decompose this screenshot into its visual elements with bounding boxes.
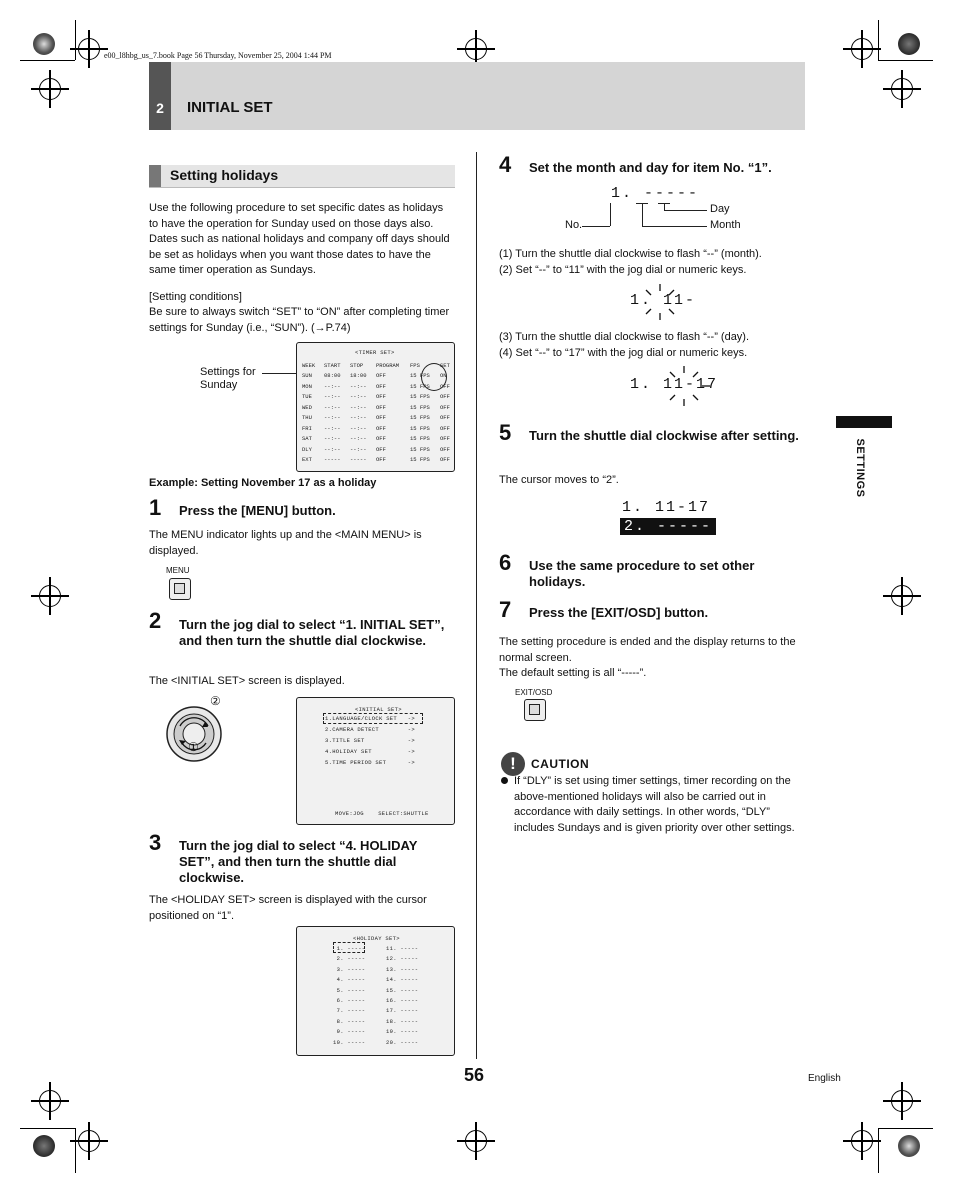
step-title: Use the same procedure to set other holidays.	[529, 558, 755, 589]
crop-mark	[878, 60, 933, 61]
menu-item[interactable]: 5.TIME PERIOD SET ->	[325, 759, 416, 766]
timer-cell: -----	[350, 456, 367, 464]
holiday-item: 1. -----	[333, 945, 366, 952]
timer-cell: --:--	[324, 435, 341, 443]
side-tab	[850, 434, 870, 502]
section-title: Setting holidays	[170, 167, 279, 183]
step-text: The MENU indicator lights up and the <MAIN MENU> is displayed.	[149, 529, 422, 557]
registration-mark-icon	[851, 1130, 873, 1152]
timer-cell: OFF	[440, 382, 450, 390]
timer-cell: STOP	[350, 361, 364, 369]
timer-row	[302, 392, 454, 403]
timer-cell: 15 FPS	[410, 382, 430, 390]
timer-cell: EXT	[302, 456, 312, 464]
timer-cell: 15 FPS	[410, 414, 430, 422]
screen-title: <INITIAL SET>	[355, 706, 402, 713]
screen-title: <TIMER SET>	[355, 349, 395, 356]
timer-cell: --:--	[350, 382, 367, 390]
lcd-display: 1. -----	[611, 185, 700, 202]
registration-mark-icon	[851, 38, 873, 60]
menu-item[interactable]: 1.LANGUAGE/CLOCK SET ->	[325, 715, 416, 722]
step-text: The default setting is all “-----”.	[499, 667, 647, 679]
holiday-item: 14. -----	[386, 976, 419, 984]
timer-row	[302, 434, 454, 445]
menu-button[interactable]	[169, 578, 191, 600]
timer-cell: MON	[302, 382, 312, 390]
holiday-item: 7. -----	[333, 1007, 366, 1015]
timer-cell: OFF	[440, 456, 450, 464]
registration-mark-icon	[78, 1130, 100, 1152]
timer-cell: SAT	[302, 435, 312, 443]
chapter-number-box	[149, 62, 171, 130]
timer-cell: --:--	[350, 414, 367, 422]
initial-set-screen	[296, 697, 455, 825]
timer-cell: 15 FPS	[410, 445, 430, 453]
callout-line	[262, 373, 298, 374]
color-target-icon	[898, 1135, 920, 1157]
lcd-display-month: 1. 11-	[630, 292, 697, 309]
crop-mark	[878, 1128, 879, 1173]
color-target-icon	[898, 33, 920, 55]
page-number: 56	[464, 1065, 485, 1085]
timer-cell: OFF	[376, 445, 386, 453]
timer-row	[302, 402, 454, 413]
section-header	[149, 165, 455, 188]
side-tab-label: SETTINGS	[854, 438, 866, 498]
chapter-number: 2	[156, 100, 164, 116]
step-text: The <HOLIDAY SET> screen is displayed with the cursor positioned on “1”.	[149, 894, 427, 922]
caution-icon: !	[501, 752, 525, 776]
timer-cell: OFF	[440, 403, 450, 411]
dial-label-2: ②	[210, 694, 221, 708]
timer-row	[302, 455, 454, 466]
leader-line	[582, 226, 610, 227]
timer-cell: OFF	[376, 414, 386, 422]
holiday-set-screen	[296, 926, 455, 1056]
lcd-day-part: 17	[696, 376, 719, 393]
dial-label-1: ①	[188, 740, 199, 754]
timer-cell: 18:00	[350, 372, 367, 380]
step-number: 1	[149, 495, 162, 520]
timer-cell: OFF	[376, 382, 386, 390]
step-number: 7	[499, 597, 512, 622]
step-text: The cursor moves to “2”.	[499, 474, 619, 486]
timer-cell: SET	[440, 361, 450, 369]
step-text: The <INITIAL SET> screen is displayed.	[149, 675, 345, 687]
screen-title: <HOLIDAY SET>	[353, 935, 400, 942]
holiday-item: 2. -----	[333, 955, 366, 963]
label-day: Day	[710, 203, 730, 215]
timer-cell: 15 FPS	[410, 435, 430, 443]
chapter-title: INITIAL SET	[187, 99, 273, 116]
substep: (1) Turn the shuttle dial clockwise to flash “--” (month).	[499, 248, 762, 260]
leader-line	[642, 226, 707, 227]
highlight-circle	[421, 363, 447, 391]
timer-cell: --:--	[350, 445, 367, 453]
timer-cell: OFF	[440, 414, 450, 422]
substep: (4) Set “--” to “17” with the jog dial or numeric keys.	[499, 347, 748, 359]
timer-cell: ON	[440, 372, 447, 380]
step-number: 2	[149, 608, 162, 633]
timer-cell: OFF	[376, 372, 386, 380]
timer-row	[302, 423, 454, 434]
timer-cell: --:--	[324, 424, 341, 432]
holiday-item: 17. -----	[386, 1007, 419, 1015]
timer-cell: OFF	[376, 424, 386, 432]
timer-cell: OFF	[440, 435, 450, 443]
lcd-line-1: 1. 11-17	[622, 499, 711, 516]
step-number: 5	[499, 420, 512, 445]
registration-mark-icon	[465, 38, 487, 60]
timer-cell: FRI	[302, 424, 312, 432]
holiday-item: 4. -----	[333, 976, 366, 984]
step-title: Turn the jog dial to select “4. HOLIDAY SET”, and then turn the shuttle dial clockwise.	[179, 838, 418, 885]
timer-cell: --:--	[350, 424, 367, 432]
leader-line	[664, 210, 707, 211]
language-label: English	[808, 1073, 841, 1084]
caution-label: CAUTION	[531, 757, 590, 771]
timer-cell: 15 FPS	[410, 424, 430, 432]
timer-cell: --:--	[324, 393, 341, 401]
holiday-item: 6. -----	[333, 997, 366, 1004]
timer-cell: 15 FPS	[410, 372, 430, 380]
lcd-line-2-highlighted: 2. -----	[620, 518, 716, 535]
timer-set-screen	[296, 342, 455, 472]
holiday-item: 18. -----	[386, 1017, 419, 1025]
label-month: Month	[710, 219, 741, 231]
step-number: 4	[499, 152, 512, 177]
timer-row	[302, 444, 454, 455]
timer-cell: 08:00	[324, 372, 341, 380]
step-title: Press the [EXIT/OSD] button.	[529, 605, 709, 620]
timer-cell: OFF	[440, 424, 450, 432]
timer-cell: FPS	[410, 361, 420, 369]
holiday-item: 19. -----	[386, 1028, 419, 1036]
holiday-item: 20. -----	[386, 1038, 419, 1046]
crop-mark	[75, 20, 76, 60]
holiday-item: 13. -----	[386, 965, 419, 973]
leader-line	[664, 203, 665, 210]
screen-footer: MOVE:JOG SELECT:SHUTTLE	[335, 810, 429, 817]
timer-cell: DLY	[302, 445, 312, 453]
timer-cell: PROGRAM	[376, 361, 400, 369]
column-divider	[476, 152, 477, 1059]
flash-burst-icon	[640, 282, 690, 322]
substep: (2) Set “--” to “11” with the jog dial or numeric keys.	[499, 264, 747, 276]
timer-cell: OFF	[376, 403, 386, 411]
timer-cell: 15 FPS	[410, 393, 430, 401]
color-target-icon	[33, 1135, 55, 1157]
timer-cell: THU	[302, 414, 312, 422]
timer-cell: --:--	[350, 393, 367, 401]
timer-cell: 15 FPS	[410, 456, 430, 464]
holiday-item: 8. -----	[333, 1017, 366, 1025]
menu-item[interactable]: 3.TITLE SET ->	[325, 737, 416, 744]
color-target-icon	[33, 33, 55, 55]
holiday-item: 10. -----	[333, 1038, 366, 1046]
step-title: Turn the jog dial to select “1. INITIAL SET”, and then turn the shuttle dial clockwise.	[179, 617, 445, 648]
registration-mark-icon	[891, 585, 913, 607]
leader-line	[610, 203, 611, 226]
holiday-item: 12. -----	[386, 955, 419, 963]
exit-osd-button[interactable]	[524, 699, 546, 721]
sunday-callout: Settings for Sunday	[200, 366, 256, 391]
holiday-item: 11. -----	[386, 945, 419, 952]
timer-cell: --:--	[324, 445, 341, 453]
leader-line	[642, 203, 643, 226]
holiday-item: 16. -----	[386, 997, 419, 1004]
intro-paragraph: Use the following procedure to set specific dates as holidays to have the operation for Sunday used on those days also. Dates such as national holidays and company off days should be set as holidays when you want those dates to have the same timer operation as Sundays.	[149, 202, 450, 276]
example-heading: Example: Setting November 17 as a holiday	[149, 477, 377, 489]
step-title: Press the [MENU] button.	[179, 503, 336, 518]
holiday-item: 3. -----	[333, 965, 366, 973]
registration-mark-icon	[891, 1090, 913, 1112]
holiday-item: 9. -----	[333, 1028, 366, 1036]
conditions-text: Be sure to always switch “SET” to “ON” after completing timer settings for Sunday (i.e., “SUN”). (→P.74)	[149, 306, 450, 334]
substep: (3) Turn the shuttle dial clockwise to flash “--” (day).	[499, 331, 750, 343]
timer-cell: WEEK	[302, 361, 316, 369]
side-tab-bar	[836, 416, 892, 428]
menu-button-label: MENU	[166, 566, 190, 575]
registration-mark-icon	[891, 78, 913, 100]
header-bar	[149, 62, 805, 130]
timer-cell: OFF	[376, 393, 386, 401]
timer-cell: OFF	[376, 456, 386, 464]
crop-mark	[20, 60, 75, 61]
timer-cell: OFF	[440, 393, 450, 401]
exit-osd-button-label: EXIT/OSD	[515, 688, 553, 697]
step-text: The setting procedure is ended and the display returns to the normal screen.	[499, 636, 796, 664]
holiday-item: 5. -----	[333, 986, 366, 994]
menu-item[interactable]: 2.CAMERA DETECT ->	[325, 726, 416, 733]
crop-mark	[878, 1128, 933, 1129]
timer-cell: --:--	[324, 382, 341, 390]
crop-mark	[878, 20, 879, 60]
timer-row	[302, 413, 454, 424]
step-number: 6	[499, 550, 512, 575]
timer-cell: WED	[302, 403, 312, 411]
registration-mark-icon	[39, 78, 61, 100]
caution-text: If “DLY” is set using timer settings, timer recording on the above-mentioned holidays will also be carried out in accordance with daily settings. In other words, “DLY” includes Sundays and is given priority over other settings.	[514, 775, 795, 834]
timer-cell: -----	[324, 456, 341, 464]
timer-cell: 15 FPS	[410, 403, 430, 411]
crop-mark	[75, 1128, 76, 1173]
menu-item[interactable]: 4.HOLIDAY SET ->	[325, 748, 416, 755]
step-title: Turn the shuttle dial clockwise after setting.	[529, 428, 799, 443]
holiday-item: 15. -----	[386, 986, 419, 994]
bullet-icon	[501, 777, 508, 784]
step-title: Set the month and day for item No. “1”.	[529, 160, 772, 175]
timer-cell: START	[324, 361, 341, 369]
flash-burst-icon	[660, 364, 712, 408]
lcd-month-part: 1. 11-	[630, 376, 697, 393]
label-no: No.	[565, 219, 583, 231]
timer-cell: SUN	[302, 372, 312, 380]
crop-mark	[20, 1128, 75, 1129]
step-number: 3	[149, 830, 162, 855]
registration-mark-icon	[78, 38, 100, 60]
registration-mark-icon	[39, 585, 61, 607]
file-info: e00_l8hbg_us_7.book Page 56 Thursday, November 25, 2004 1:44 PM	[104, 51, 332, 60]
registration-mark-icon	[39, 1090, 61, 1112]
timer-cell: OFF	[440, 445, 450, 453]
timer-cell: TUE	[302, 393, 312, 401]
timer-cell: OFF	[376, 435, 386, 443]
timer-cell: --:--	[350, 403, 367, 411]
registration-mark-icon	[465, 1130, 487, 1152]
timer-cell: --:--	[324, 414, 341, 422]
timer-cell: --:--	[350, 435, 367, 443]
conditions-heading: [Setting conditions]	[149, 291, 242, 303]
timer-cell: --:--	[324, 403, 341, 411]
